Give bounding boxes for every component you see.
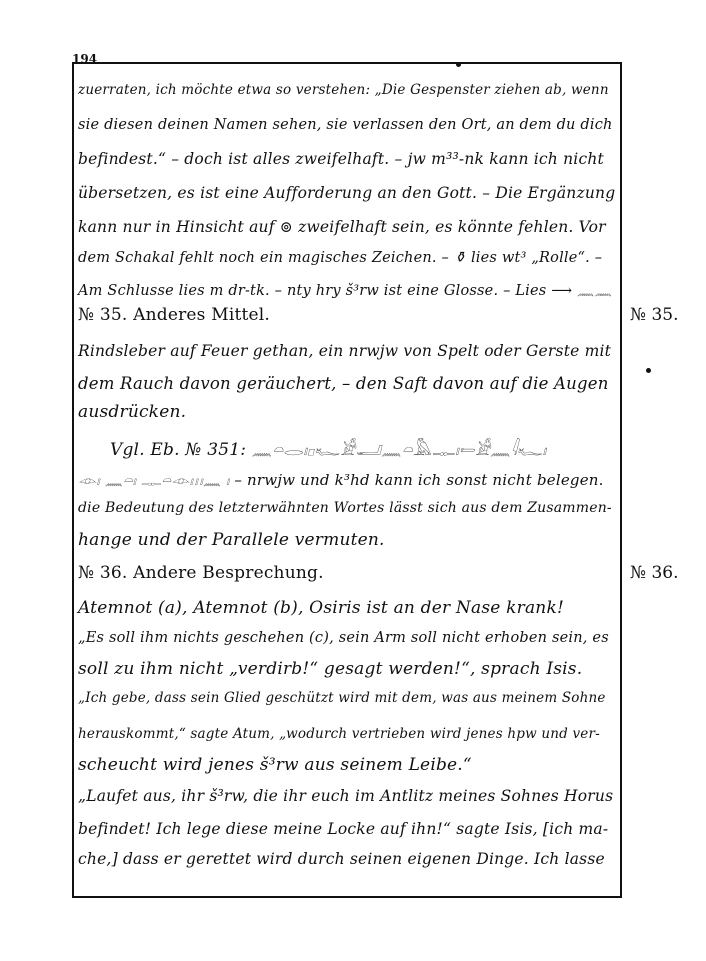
text-line: sie diesen deinen Namen sehen, sie verlassen den Ort, an dem du dich <box>78 117 613 133</box>
text-line: Am Schlusse lies m dr-tk. – nty hry š³rw ist eine Glosse. – Lies ⟶ 𓈖𓈖 <box>78 283 613 299</box>
text-line: soll zu ihm nicht „verdirb!“ gesagt werden!“, sprach Isis. <box>78 659 583 679</box>
section-heading-35: № 35. Anderes Mittel. <box>78 305 271 325</box>
text-line: befindest.“ – doch ist alles zweifelhaft. – jw m³³-nk kann ich nicht <box>78 150 604 168</box>
text-line: hange und der Parallele vermuten. <box>78 530 385 550</box>
text-line: Atemnot (a), Atemnot (b), Osiris ist an der Nase krank! <box>78 598 564 618</box>
text-line: befindet! Ich lege diese meine Locke auf ihn!“ sagte Isis, [ich ma- <box>78 820 609 838</box>
margin-note-36: № 36. <box>630 563 679 583</box>
text-line: dem Schakal fehlt noch ein magisches Zeichen. – ⚱ lies wt³ „Rolle“. – <box>78 250 603 266</box>
text-line: ausdrücken. <box>78 402 187 422</box>
text-line: „Es soll ihm nichts geschehen (c), sein Arm soll nicht erhoben sein, es <box>78 630 609 646</box>
margin-dot <box>646 368 651 373</box>
text-line: che,] dass er gerettet wird durch seinen eigenen Dinge. Ich lasse <box>78 850 605 868</box>
page-number: 194 <box>72 52 98 66</box>
text-line: 𓁹𓏤 𓈖𓏏𓏤 𓊃𓏏𓁹𓏥𓈖 𓏤 – nrwjw und k³hd kann ich sonst nicht belegen. <box>78 471 604 489</box>
text-line: Rindsleber auf Feuer gethan, ein nrwjw von Spelt oder Gerste mit <box>78 342 612 360</box>
text-line: kann nur in Hinsicht auf ⊚ zweifelhaft sein, es könnte fehlen. Vor <box>78 218 606 236</box>
text-line: übersetzen, es ist eine Aufforderung an den Gott. – Die Ergänzung <box>78 184 616 202</box>
text-line: herauskommt,“ sagte Atum, „wodurch vertrieben wird jenes hpw und ver- <box>78 726 600 742</box>
section-heading-36: № 36. Andere Besprechung. <box>78 563 324 583</box>
margin-note-35: № 35. <box>630 305 679 325</box>
text-line: zuerraten, ich möchte etwa so verstehen: „Die Gespenster ziehen ab, wenn <box>78 82 609 98</box>
text-line: „Laufet aus, ihr š³rw, die ihr euch im Antlitz meines Sohnes Horus <box>78 787 614 805</box>
text-line: „Ich gebe, dass sein Glied geschützt wird mit dem, was aus meinem Sohne <box>78 690 606 706</box>
text-line: scheucht wird jenes š³rw aus seinem Leibe.“ <box>78 755 472 775</box>
text-line: die Bedeutung des letzterwähnten Wortes lässt sich aus dem Zusammen- <box>78 500 612 516</box>
text-line: dem Rauch davon geräuchert, – den Saft davon auf die Augen <box>78 374 609 393</box>
margin-dot <box>456 62 461 67</box>
text-line: Vgl. Eb. № 351: 𓈖𓏏𓂋𓏤𓊪𓆑𓀀𓂝𓈖𓏏𓅓𓊃𓏤𓍿𓀀𓈖𓇋𓆑𓏤 <box>110 440 547 460</box>
